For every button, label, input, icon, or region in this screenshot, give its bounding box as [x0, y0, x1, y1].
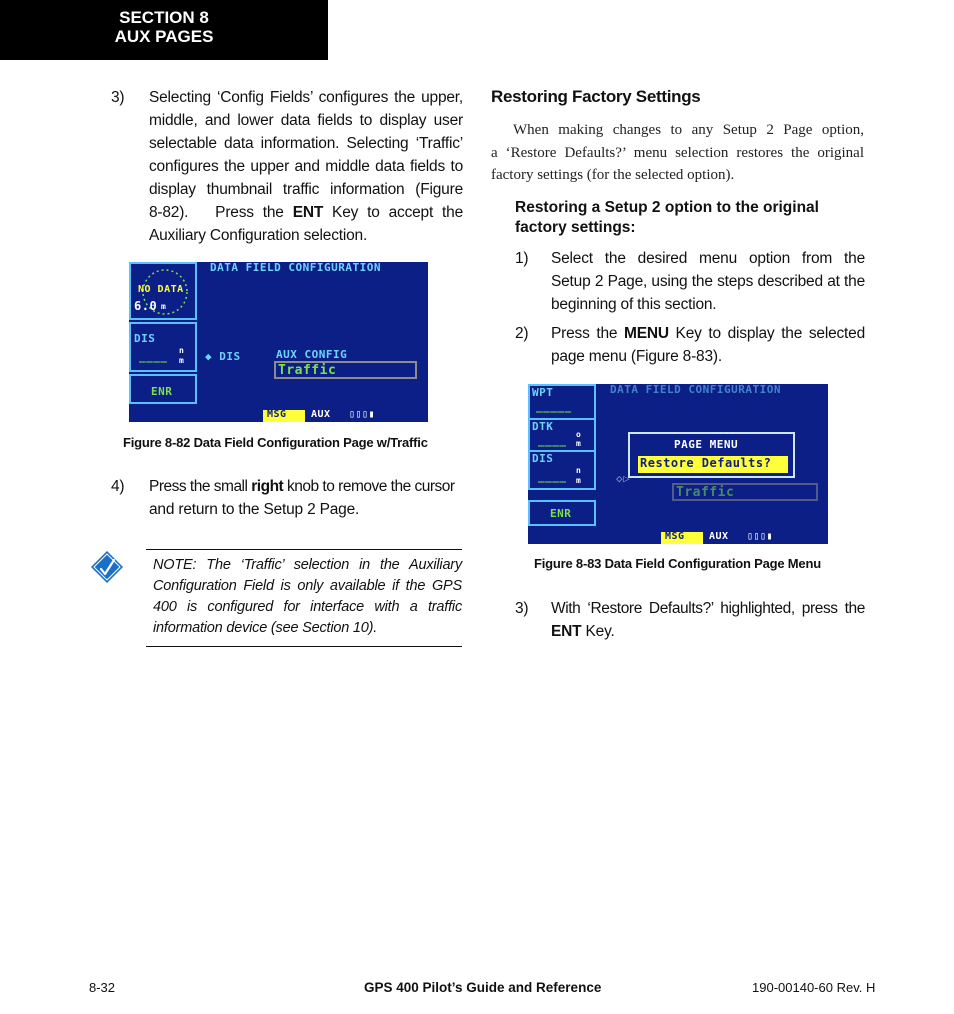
- text-line: [551, 322, 865, 345]
- key-name: ENT: [551, 623, 582, 640]
- section-number: SECTION 8: [119, 8, 209, 27]
- text-line: selectable data information. Selecting ‘Traffic’: [149, 135, 463, 152]
- msg-label: MSG: [665, 531, 685, 542]
- text-line: factory settings:: [515, 219, 636, 236]
- dis-dashes: ____: [139, 350, 168, 363]
- text-line: Select the desired menu option from the: [551, 250, 865, 267]
- dtk-dashes: ____: [538, 434, 567, 447]
- text-line: information device (see Section 10).: [153, 620, 378, 636]
- text-line: display thumbnail traffic information (Figure: [149, 181, 463, 198]
- wpt-panel: [528, 384, 596, 420]
- traffic-value: Traffic: [278, 363, 337, 378]
- dis-unit-n: n: [576, 466, 582, 475]
- dis-panel: [528, 450, 596, 490]
- key-name: ENT: [292, 204, 324, 221]
- arrow-dis-label: ◆ DIS: [205, 350, 241, 363]
- aux-config-label: AUX CONFIG: [276, 348, 348, 361]
- dis-unit-m: m: [576, 476, 582, 485]
- page-menu-title: PAGE MENU: [674, 438, 739, 451]
- step-number: 3): [111, 89, 125, 106]
- traffic-field: [274, 361, 417, 379]
- left-step-4: [111, 475, 463, 521]
- restore-defaults-label: Restore Defaults?: [640, 456, 772, 470]
- msg-label: MSG: [267, 409, 287, 420]
- key-name: MENU: [624, 325, 669, 342]
- dtk-unit-m: m: [576, 439, 582, 448]
- traffic-field: [672, 483, 818, 501]
- text-fragment: Press the small: [149, 478, 252, 495]
- no-data-label: NO DATA: [138, 284, 184, 295]
- text-line: 400 is configured for interface with a traffic: [153, 599, 462, 615]
- restore-defaults-option[interactable]: [638, 456, 788, 473]
- right-step-2: [515, 322, 865, 370]
- text-line: and return to the Setup 2 Page.: [149, 501, 360, 518]
- text-line: [551, 620, 865, 643]
- status-bar: [129, 410, 428, 422]
- cursor-arrow-icon: ◇▷: [616, 472, 631, 485]
- section-title: AUX PAGES: [114, 27, 214, 46]
- wpt-dashes: _____: [536, 400, 572, 413]
- text-fragment: Press the: [551, 325, 624, 342]
- traffic-value: Traffic: [676, 485, 735, 500]
- step-number: 1): [515, 250, 529, 267]
- left-step-3: [111, 86, 463, 248]
- dis-label: DIS: [532, 452, 554, 465]
- msg-annunciator: [263, 410, 305, 422]
- text-line: factory settings (for the selected option).: [491, 167, 735, 183]
- note-bottom-rule: [146, 646, 462, 647]
- enr-panel: [129, 374, 197, 404]
- knob-name: right: [251, 478, 284, 495]
- text-line: beginning of this section.: [551, 296, 717, 313]
- text-fragment: 8-82). Press the: [149, 204, 293, 221]
- page-indicator: ▯▯▯▮: [747, 531, 774, 542]
- figure-83-screen: [528, 384, 828, 544]
- note-top-rule: [146, 549, 462, 550]
- page-menu-popup: [628, 432, 795, 478]
- text-line: Configuration Field is only available if the GPS: [153, 578, 462, 594]
- gauge-panel: [129, 262, 197, 320]
- text-line: With ‘Restore Defaults?’ highlighted, press the: [551, 600, 865, 617]
- dis-dashes: ____: [538, 470, 567, 483]
- text-line: middle, and lower data fields to display user: [149, 112, 463, 129]
- text-line: [149, 201, 463, 224]
- gauge-value: 6.0: [134, 299, 158, 313]
- section-heading: Restoring Factory Settings: [491, 87, 701, 106]
- screen-title: DATA FIELD CONFIGURATION: [210, 262, 381, 274]
- gauge-unit: m: [161, 302, 167, 311]
- enr-label: ENR: [151, 385, 173, 398]
- note-pencil-icon: [90, 550, 124, 584]
- text-line: configures the upper and middle data fields to: [149, 158, 463, 175]
- aux-label: AUX: [709, 531, 729, 542]
- footer-title: GPS 400 Pilot’s Guide and Reference: [364, 980, 602, 995]
- dis-unit-n: n: [179, 346, 185, 355]
- page-number: 8-32: [89, 980, 116, 995]
- right-step-3: [515, 597, 865, 645]
- step-number: 2): [515, 325, 529, 342]
- msg-annunciator: [661, 532, 703, 544]
- step-number: 4): [111, 478, 125, 495]
- dis-unit-m: m: [179, 356, 185, 365]
- text-fragment: Key to display the selected: [668, 325, 865, 342]
- figure-82-caption: Figure 8-82 Data Field Configuration Page w/Traffic: [123, 435, 428, 450]
- text-line: [149, 475, 463, 498]
- figure-83-caption: Figure 8-83 Data Field Configuration Page Menu: [534, 556, 821, 571]
- text-fragment: Key.: [581, 623, 615, 640]
- dtk-label: DTK: [532, 420, 554, 433]
- dtk-panel: [528, 418, 596, 452]
- aux-label: AUX: [311, 409, 331, 420]
- section-tab: [0, 0, 328, 60]
- text-fragment: Key to accept the: [323, 204, 464, 221]
- screen-title: DATA FIELD CONFIGURATION: [610, 384, 781, 396]
- text-line: Restoring a Setup 2 option to the original: [515, 199, 819, 216]
- enr-label: ENR: [550, 507, 572, 520]
- wpt-label: WPT: [532, 386, 554, 399]
- text-line: a ‘Restore Defaults?’ menu selection restores the original: [491, 144, 864, 161]
- text-line: Auxiliary Configuration selection.: [149, 227, 368, 244]
- text-line: When making changes to any Setup 2 Page option,: [513, 122, 864, 138]
- text-line: page menu (Figure 8-83).: [551, 348, 722, 365]
- document-number: 190-00140-60 Rev. H: [752, 980, 876, 995]
- note-text: [153, 555, 462, 639]
- enr-panel: [528, 500, 596, 526]
- dtk-unit-deg: o: [576, 430, 582, 439]
- dis-panel: [129, 322, 197, 372]
- right-step-1: [515, 247, 865, 317]
- intro-paragraph: [491, 119, 864, 187]
- dis-label: DIS: [134, 332, 156, 345]
- page-indicator: ▯▯▯▮: [349, 409, 376, 420]
- text-line: Setup 2 Page, using the steps described at the: [551, 273, 865, 290]
- step-number: 3): [515, 600, 529, 617]
- text-line: NOTE: The ‘Traffic’ selection in the Auxiliary: [153, 557, 462, 573]
- status-bar: [528, 532, 828, 544]
- procedure-subheading: [515, 198, 865, 238]
- text-fragment: knob to remove the cursor: [283, 478, 455, 495]
- figure-82-screen: [129, 262, 428, 422]
- text-line: Selecting ‘Config Fields’ configures the upper,: [149, 89, 463, 106]
